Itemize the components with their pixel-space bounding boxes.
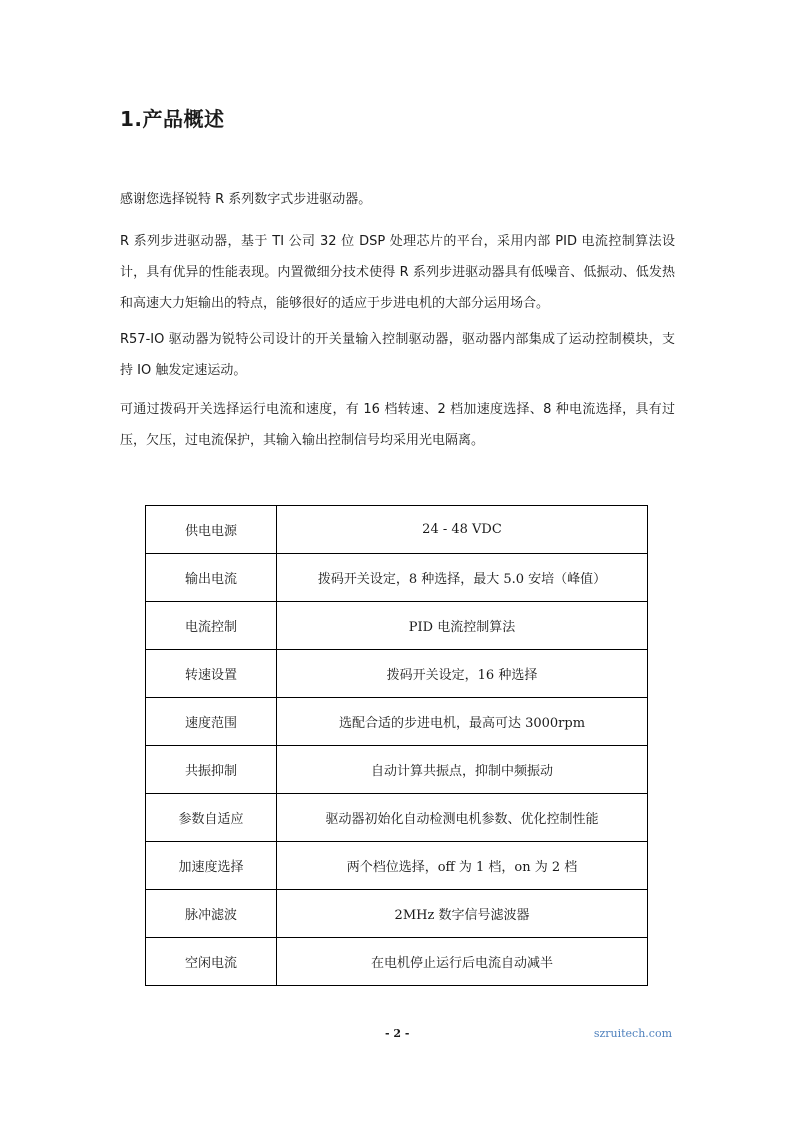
spec-key-cell: 转速设置 xyxy=(146,650,277,698)
section-heading: 1.产品概述 xyxy=(120,107,225,131)
spec-key-cell: 电流控制 xyxy=(146,602,277,650)
configuration-paragraph: 可通过拨码开关选择运行电流和速度，有 16 档转速、2 档加速度选择、8 种电流选择，具有过压，欠压，过电流保护，其输入输出控制信号均采用光电隔离。 xyxy=(120,402,675,448)
spec-row xyxy=(146,554,648,602)
spec-value-cell: 24 - 48 VDC xyxy=(277,506,648,554)
spec-key-cell: 速度范围 xyxy=(146,698,277,746)
spec-key-cell: 空闲电流 xyxy=(146,938,277,986)
spec-value-cell: 自动计算共振点，抑制中频振动 xyxy=(277,746,648,794)
spec-row xyxy=(146,938,648,986)
intro-paragraph: 感谢您选择锐特 R 系列数字式步进驱动器。 xyxy=(120,192,372,207)
spec-table xyxy=(145,505,648,986)
spec-value-cell: 2MHz 数字信号滤波器 xyxy=(277,890,648,938)
spec-table-body xyxy=(146,506,648,986)
footer-website: szruitech.com xyxy=(593,1027,672,1040)
spec-value-cell: 两个档位选择，off 为 1 档，on 为 2 档 xyxy=(277,842,648,890)
spec-row xyxy=(146,602,648,650)
spec-value-cell: 选配合适的步进电机，最高可达 3000rpm xyxy=(277,698,648,746)
series-description-paragraph: R 系列步进驱动器，基于 TI 公司 32 位 DSP 处理芯片的平台，采用内部 PID 电流控制算法设计，具有优异的性能表现。内置微细分技术使得 R 系列步进驱动器具有低噪音、低振动、低发热和高速大力矩输出的特点，能够很好的适应于步进电机的大部分运用场合。 xyxy=(120,234,675,311)
spec-row xyxy=(146,506,648,554)
page-number: - 2 - xyxy=(385,1027,410,1040)
spec-row xyxy=(146,842,648,890)
model-description-paragraph: R57-IO 驱动器为锐特公司设计的开关量输入控制驱动器，驱动器内部集成了运动控制模块，支持 IO 触发定速运动。 xyxy=(120,332,675,378)
spec-row xyxy=(146,794,648,842)
spec-key-cell: 脉冲滤波 xyxy=(146,890,277,938)
spec-value-cell: 在电机停止运行后电流自动减半 xyxy=(277,938,648,986)
spec-key-cell: 输出电流 xyxy=(146,554,277,602)
spec-key-cell: 供电电源 xyxy=(146,506,277,554)
spec-key-cell: 共振抑制 xyxy=(146,746,277,794)
spec-key-cell: 参数自适应 xyxy=(146,794,277,842)
spec-value-cell: 拨码开关设定，8 种选择，最大 5.0 安培（峰值） xyxy=(277,554,648,602)
spec-value-cell: 驱动器初始化自动检测电机参数、优化控制性能 xyxy=(277,794,648,842)
spec-value-cell: 拨码开关设定，16 种选择 xyxy=(277,650,648,698)
spec-row xyxy=(146,650,648,698)
spec-row xyxy=(146,890,648,938)
spec-row xyxy=(146,746,648,794)
spec-value-cell: PID 电流控制算法 xyxy=(277,602,648,650)
spec-key-cell: 加速度选择 xyxy=(146,842,277,890)
spec-row xyxy=(146,698,648,746)
